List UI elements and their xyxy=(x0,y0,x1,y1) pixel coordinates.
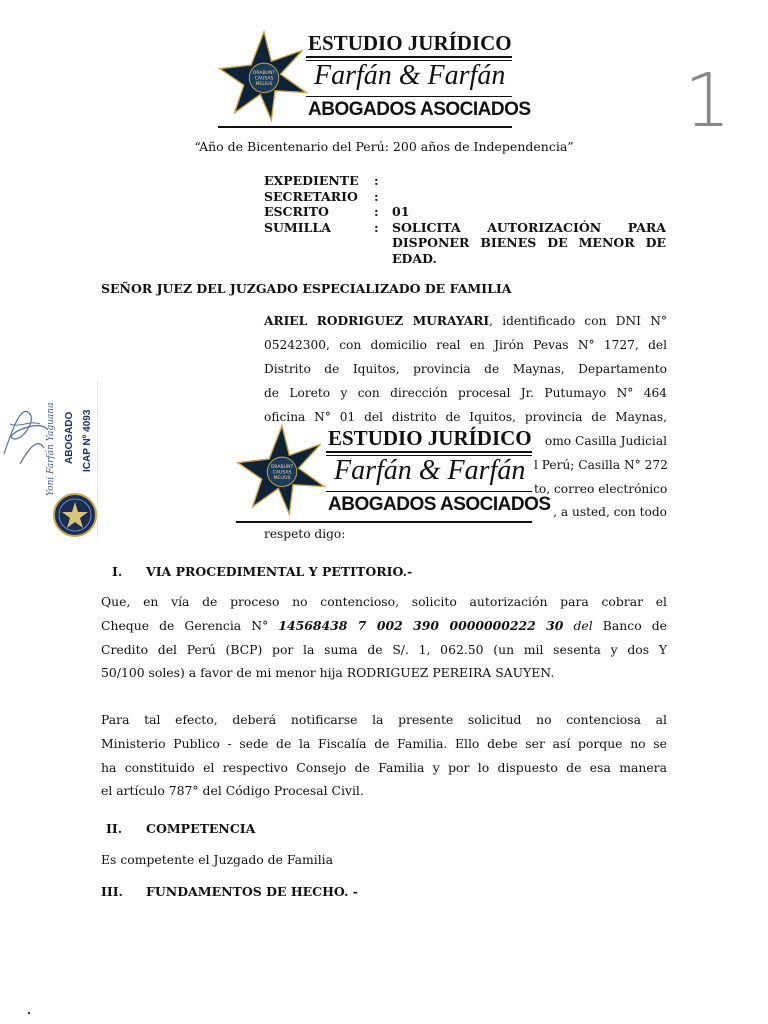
logo-line-associates: ABOGADOS ASOCIADOS xyxy=(328,494,551,515)
badge-text-3: MELIUS xyxy=(255,82,273,88)
separator: : xyxy=(374,173,379,188)
secretario-label: SECRETARIO xyxy=(264,189,358,204)
intro-partial-line: , a usted, con todo xyxy=(553,505,667,519)
petitioner-name: ARIEL RODRIGUEZ MURAYARI xyxy=(264,314,490,328)
intro-partial-line: omo Casilla Judicial xyxy=(544,434,667,448)
sumilla-label: SUMILLA xyxy=(264,220,331,235)
sumilla-line: SOLICITA AUTORIZACIÓN PARA xyxy=(392,220,666,235)
badge-text-2: CAUSAS xyxy=(272,470,292,476)
intro-line: 05242300, con domicilio real en Jirón Pevas N° 1727, del xyxy=(264,338,667,352)
lawyer-stamp xyxy=(0,380,98,537)
logo-rule xyxy=(236,521,532,523)
star-badge-icon xyxy=(218,30,310,122)
logo-line-firm: ESTUDIO JURÍDICO xyxy=(328,426,532,450)
badge-text-1: ORABUNT xyxy=(252,71,276,77)
logo-rule xyxy=(306,56,512,58)
stray-mark xyxy=(28,1012,30,1014)
separator: : xyxy=(374,204,379,219)
intro-partial-line: l Perú; Casilla N° 272 xyxy=(534,458,668,472)
addressee: SEÑOR JUEZ DEL JUZGADO ESPECIALIZADO DE FAMILIA xyxy=(101,281,512,296)
section-2-number: II. xyxy=(106,821,123,836)
separator: : xyxy=(374,189,379,204)
section-1-p2-line: Ministerio Publico - sede de la Fiscalía de Familia. Ello debe ser así porque no se xyxy=(101,736,667,751)
badge-text-3: MELIUS xyxy=(273,476,291,482)
logo-line-associates: ABOGADOS ASOCIADOS xyxy=(308,99,531,120)
escrito-value: 01 xyxy=(392,204,410,219)
stamp-title: ABOGADO xyxy=(64,411,75,464)
badge-text-1: ORABUNT xyxy=(270,465,294,471)
star-badge-icon xyxy=(236,424,328,516)
motto: “Año de Bicentenario del Perú: 200 años de Independencia” xyxy=(194,139,574,154)
stamp-signature-name: Yoni Farfán Yaguana xyxy=(46,402,56,496)
escrito-label: ESCRITO xyxy=(264,204,329,219)
section-3-title: FUNDAMENTOS DE HECHO. - xyxy=(146,884,358,899)
intro-text: , identificado con DNI N° xyxy=(489,314,667,328)
overlay-logo xyxy=(236,424,551,524)
intro-line: de Loreto y con dirección procesal Jr. Putumayo N° 464 xyxy=(264,386,667,400)
section-2-text: Es competente el Juzgado de Familia xyxy=(101,852,334,867)
badge-text-2: CAUSAS xyxy=(254,76,274,82)
logo-rule xyxy=(306,96,512,97)
section-1-number: I. xyxy=(112,564,123,579)
section-1-title: VIA PROCEDIMENTAL Y PETITORIO.- xyxy=(146,564,413,579)
section-1-p2-line: Para tal efecto, deberá notificarse la presente solicitud no contenciosa al xyxy=(101,712,667,727)
intro-line xyxy=(264,309,667,333)
seal-icon xyxy=(52,492,98,538)
page-number: 1 xyxy=(684,58,732,144)
section-1-line xyxy=(101,614,667,638)
logo-line-names: Farfán & Farfán xyxy=(334,455,526,486)
bank-label: Banco de xyxy=(602,618,667,633)
cheque-label: Cheque de Gerencia N° xyxy=(101,618,269,633)
header-logo xyxy=(218,30,531,130)
stamp-registration: ICAP Nº 4093 xyxy=(82,409,93,472)
cheque-del: del xyxy=(573,618,593,633)
expediente-label: EXPEDIENTE xyxy=(264,173,359,188)
section-1-line: 50/100 soles) a favor de mi menor hija RODRIGUEZ PEREIRA SAUYEN. xyxy=(101,665,555,680)
cheque-number: 14568438 7 002 390 0000000222 30 xyxy=(278,618,564,633)
intro-partial-line: to, correo electrónico xyxy=(534,482,668,496)
sumilla-line: DISPONER BIENES DE MENOR DE xyxy=(392,235,666,250)
section-3-number: III. xyxy=(101,884,123,899)
intro-line: Distrito de Iquitos, provincia de Maynas, Departamento xyxy=(264,362,667,376)
logo-line-firm: ESTUDIO JURÍDICO xyxy=(308,31,512,55)
section-1-p2-line: ha constituido el respectivo Consejo de Familia y por lo dispuesto de esa manera xyxy=(101,760,667,775)
section-1-line: Credito del Perú (BCP) por la suma de S/. 1, 062.50 (un mil sesenta y dos Y xyxy=(101,642,667,657)
intro-closing: respeto digo: xyxy=(264,527,346,541)
logo-rule xyxy=(218,126,512,128)
logo-rule xyxy=(326,451,532,453)
section-1-p2-line: el artículo 787° del Código Procesal Civil. xyxy=(101,783,364,798)
intro-line: oficina N° 01 del distrito de Iquitos, provincia de Maynas, xyxy=(264,410,667,424)
section-1-line: Que, en vía de proceso no contencioso, solicito autorización para cobrar el xyxy=(101,594,667,609)
logo-line-names: Farfán & Farfán xyxy=(314,60,506,91)
section-2-title: COMPETENCIA xyxy=(146,821,256,836)
sumilla-line: EDAD. xyxy=(392,251,437,266)
separator: : xyxy=(374,220,379,235)
logo-rule xyxy=(326,491,532,492)
